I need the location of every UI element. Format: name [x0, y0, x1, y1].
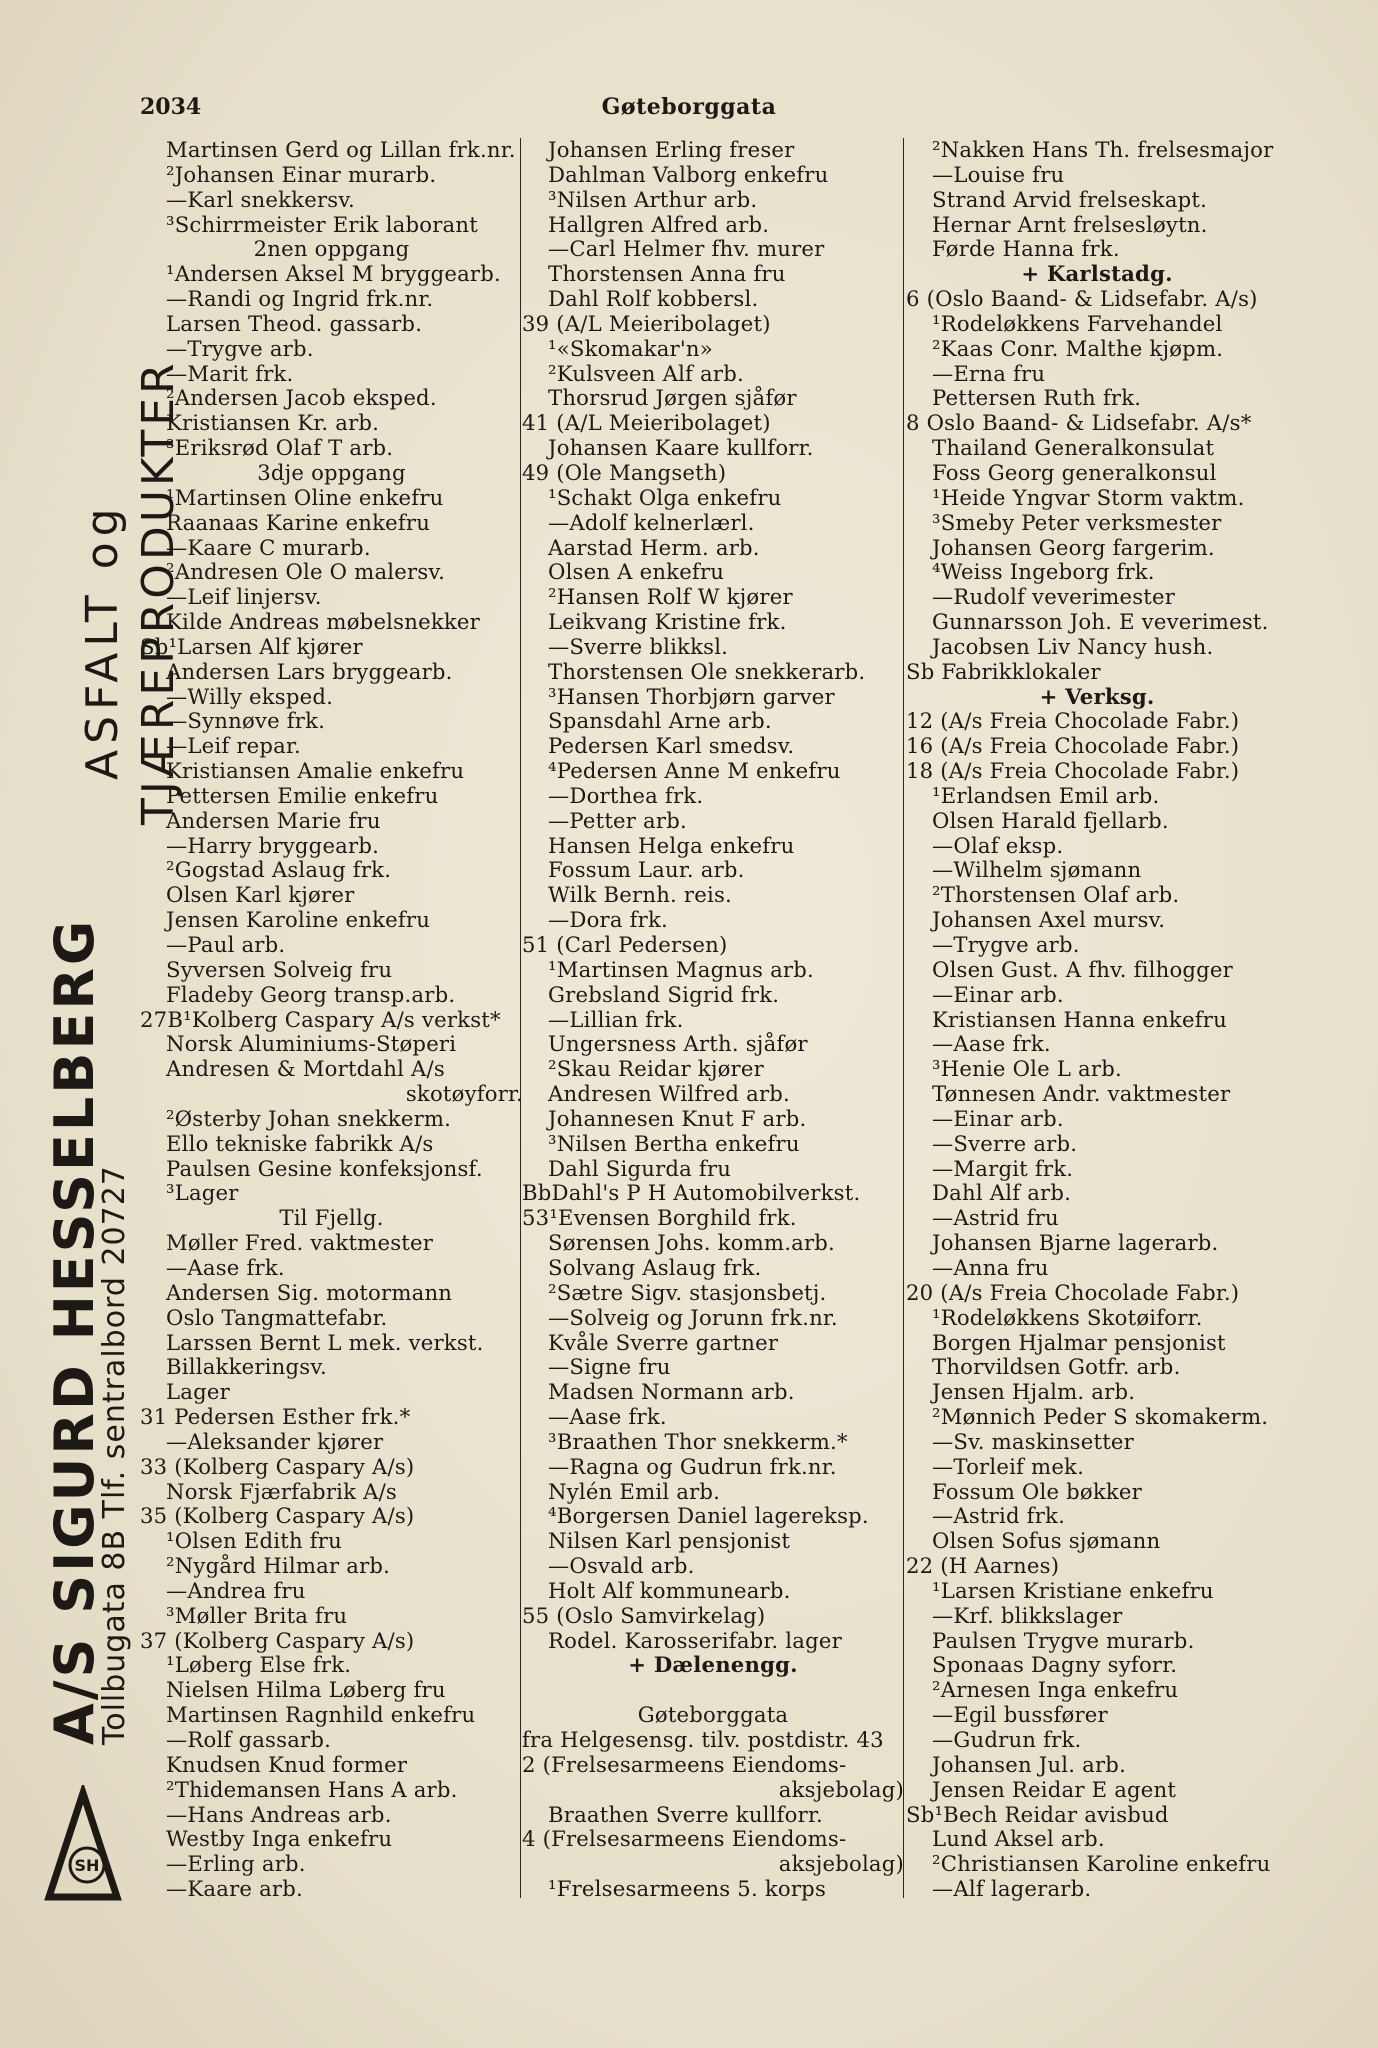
directory-entry: Holt Alf kommunearb. [548, 1577, 791, 1603]
directory-entry: ¹Heide Yngvar Storm vaktm. [932, 484, 1245, 510]
directory-entry: Andersen Lars bryggearb. [166, 658, 453, 684]
directory-entry: Til Fjellg. [279, 1205, 384, 1231]
directory-entry: + Dælenengg. [628, 1652, 798, 1678]
directory-entry: —Signe fru [548, 1354, 671, 1380]
directory-entry: Thorstensen Ole snekkerarb. [548, 658, 866, 684]
directory-entry: Pettersen Emilie enkefru [166, 782, 439, 808]
directory-entry: Nylén Emil arb. [548, 1478, 721, 1504]
directory-entry: Oslo Tangmattefabr. [166, 1304, 388, 1330]
directory-entry: Jensen Reidar E agent [932, 1776, 1177, 1802]
directory-entry: 3dje oppgang [257, 459, 406, 485]
directory-entry: —Kaare arb. [166, 1876, 303, 1902]
directory-entry: Strand Arvid frelseskapt. [932, 186, 1208, 212]
directory-entry: —Astrid frk. [932, 1503, 1066, 1529]
directory-entry: Larssen Bernt L mek. verkst. [166, 1329, 484, 1355]
directory-entry: —Lillian frk. [548, 1006, 684, 1032]
directory-column-1 [140, 138, 523, 1908]
directory-entry: Grebsland Sigrid frk. [548, 981, 780, 1007]
directory-entry: ²Thorstensen Olaf arb. [932, 882, 1180, 908]
directory-entry: —Dorthea frk. [548, 782, 704, 808]
directory-entry: —Sverre arb. [932, 1130, 1078, 1156]
directory-column-3 [906, 138, 1288, 1908]
directory-entry: Lager [166, 1379, 230, 1405]
directory-entry: Dahlman Valborg enkefru [548, 161, 829, 187]
directory-entry: 16 (A/s Freia Chocolade Fabr.) [906, 733, 1240, 759]
directory-entry: Dahl Rolf kobbersl. [548, 286, 759, 312]
directory-entry: Martinsen Gerd og Lillan frk.nr. [166, 137, 516, 162]
directory-entry: —Krf. blikkslager [932, 1602, 1123, 1628]
directory-entry: Sponaas Dagny syforr. [932, 1652, 1178, 1678]
directory-entry: —Trygve arb. [166, 335, 314, 361]
directory-entry: 35 (Kolberg Caspary A/s) [140, 1503, 415, 1529]
directory-entry: ²Nygård Hilmar arb. [166, 1553, 391, 1579]
directory-entry: ⁴Pedersen Anne M enkefru [548, 758, 841, 784]
directory-entry: ²Østerby Johan snekkerm. [166, 1105, 452, 1131]
directory-entry: Lund Aksel arb. [932, 1826, 1105, 1852]
directory-entry: —Trygve arb. [932, 932, 1080, 957]
directory-entry: —Aase frk. [548, 1404, 667, 1430]
directory-entry: Kvåle Sverre gartner [548, 1329, 779, 1355]
directory-entry: Johansen Kaare kullforr. [548, 435, 814, 461]
ad-line-tjaere: TJÆREPRODUKTER [133, 359, 184, 825]
street-heading: Gøteborggata [601, 94, 777, 120]
ad-line-asfalt: ASFALT og [77, 502, 128, 780]
directory-entry: ²Sætre Sigv. stasjonsbetj. [548, 1279, 827, 1305]
directory-entry: —Harry bryggearb. [166, 832, 380, 858]
directory-entry: Ello tekniske fabrikk A/s [166, 1130, 434, 1156]
directory-entry: —Wilhelm sjømann [932, 857, 1142, 883]
directory-entry: Møller Fred. vaktmester [166, 1230, 434, 1256]
directory-entry: Nielsen Hilma Løberg fru [166, 1677, 446, 1703]
directory-entry: ¹Martinsen Magnus arb. [548, 956, 814, 982]
directory-entry: ¹Olsen Edith fru [166, 1528, 342, 1554]
triangle-logo-icon [43, 1785, 123, 1905]
directory-entry: Thailand Generalkonsulat [932, 435, 1215, 461]
directory-entry: ³Nilsen Bertha enkefru [548, 1130, 800, 1156]
directory-entry: Fossum Ole bøkker [932, 1478, 1142, 1504]
directory-entry: ¹«Skomakar'n» [548, 335, 713, 361]
directory-entry: —Leif repar. [166, 733, 301, 759]
directory-entry: Pedersen Karl smedsv. [548, 733, 795, 759]
directory-entry: —Astrid fru [932, 1205, 1059, 1231]
directory-entry: —Ragna og Gudrun frk.nr. [548, 1453, 837, 1479]
directory-entry: —Sv. maskinsetter [932, 1428, 1134, 1454]
directory-entry: Kilde Andreas møbelsnekker [166, 609, 480, 635]
directory-entry: Norsk Fjærfabrik A/s [166, 1478, 398, 1504]
directory-entry: Rodel. Karosserifabr. lager [548, 1627, 842, 1653]
directory-entry: Johansen Jul. arb. [932, 1751, 1127, 1777]
directory-entry: Olsen Gust. A fhv. filhogger [932, 956, 1234, 982]
ad-address: Tollbugata 8B Tlf. sentralbord 20727 [97, 1165, 132, 1745]
directory-entry: 51 (Carl Pedersen) [522, 932, 728, 957]
ad-company-name: A/S SIGURD HESSELBERG [43, 917, 106, 1745]
directory-entry: Aarstad Herm. arb. [548, 534, 760, 560]
directory-entry: ²Kulsveen Alf arb. [548, 360, 744, 386]
directory-entry: Martinsen Ragnhild enkefru [166, 1702, 476, 1728]
directory-entry: —Anna fru [932, 1254, 1049, 1280]
directory-entry: —Sverre blikksl. [548, 633, 729, 659]
directory-entry: —Willy eksped. [166, 683, 334, 709]
directory-entry: ⁴Borgersen Daniel lagereksp. [548, 1503, 869, 1529]
directory-entry: ²Hansen Rolf W kjører [548, 584, 793, 610]
directory-entry: Nilsen Karl pensjonist [548, 1528, 791, 1554]
directory-entry: 22 (H Aarnes) [906, 1553, 1060, 1579]
directory-entry: ¹Andersen Aksel M bryggearb. [166, 261, 501, 287]
directory-entry: ³Hansen Thorbjørn garver [548, 683, 835, 709]
directory-entry: —Rolf gassarb. [166, 1727, 332, 1752]
directory-entry: 8 Oslo Baand- & Lidsefabr. A/s* [906, 410, 1252, 436]
directory-entry: fra Helgesensg. tilv. postdistr. 43 [522, 1727, 884, 1752]
directory-entry: 37 (Kolberg Caspary A/s) [140, 1627, 415, 1653]
directory-entry: skotøyforr. [405, 1081, 523, 1107]
directory-entry: 6 (Oslo Baand- & Lidsefabr. A/s) [906, 286, 1258, 312]
directory-entry: 33 (Kolberg Caspary A/s) [140, 1453, 415, 1479]
directory-entry: Johansen Bjarne lagerarb. [932, 1230, 1219, 1256]
directory-entry: ³Schirrmeister Erik laborant [166, 211, 478, 237]
directory-entry: Paulsen Gesine konfeksjonsf. [166, 1155, 483, 1181]
directory-entry: ¹Løberg Else frk. [166, 1652, 352, 1678]
directory-entry: —Paul arb. [166, 932, 286, 957]
directory-entry: —Torleif mek. [932, 1453, 1085, 1479]
directory-entry: ²Nakken Hans Th. frelsesmajor [932, 137, 1274, 162]
directory-entry: —Andrea fru [166, 1577, 306, 1603]
directory-entry: —Randi og Ingrid frk.nr. [166, 286, 434, 312]
side-advertisement [35, 125, 184, 1915]
directory-entry: Olsen Sofus sjømann [932, 1528, 1161, 1554]
directory-entry: ¹Martinsen Oline enkefru [166, 484, 444, 510]
directory-entry: Fossum Laur. arb. [548, 857, 745, 883]
directory-entry: —Kaare C murarb. [166, 534, 371, 560]
directory-entry: —Marit frk. [166, 360, 294, 386]
directory-entry: Kristiansen Kr. arb. [166, 410, 380, 436]
directory-entry: —Einar arb. [932, 1105, 1064, 1131]
directory-entry: ³Lager [166, 1180, 239, 1206]
directory-entry: Westby Inga enkefru [166, 1826, 393, 1852]
directory-entry: Andresen & Mortdahl A/s [166, 1056, 445, 1082]
directory-entry: ³Møller Brita fru [166, 1602, 348, 1628]
directory-entry: + Verksg. [1039, 683, 1155, 709]
directory-entry: ¹Erlandsen Emil arb. [932, 782, 1160, 808]
directory-entry: —Einar arb. [932, 981, 1064, 1007]
directory-entry: —Aase frk. [932, 1031, 1051, 1057]
directory-entry: Braathen Sverre kullforr. [548, 1801, 823, 1827]
directory-entry: Jensen Hjalm. arb. [932, 1379, 1136, 1405]
directory-entry: —Karl snekkersv. [166, 186, 355, 212]
directory-entry: Sb¹Larsen Alf kjører [140, 633, 363, 659]
directory-entry: —Rudolf veverimester [932, 584, 1176, 610]
directory-entry: Wilk Bernh. reis. [548, 882, 732, 908]
directory-entry: Solvang Aslaug frk. [548, 1254, 762, 1280]
directory-entry: ²Kaas Conr. Malthe kjøpm. [932, 335, 1224, 361]
directory-entry: —Adolf kelnerlærl. [548, 509, 755, 535]
directory-entry: Hansen Helga enkefru [548, 832, 795, 858]
directory-entry: ¹Schakt Olga enkefru [548, 484, 782, 510]
directory-entry: —Synnøve frk. [166, 708, 326, 734]
directory-entry: Sørensen Johs. komm.arb. [548, 1230, 835, 1256]
directory-entry: aksjebolag) [778, 1851, 904, 1877]
directory-entry: ¹Larsen Kristiane enkefru [932, 1577, 1214, 1603]
directory-entry: Pettersen Ruth frk. [932, 385, 1142, 411]
directory-entry: Sb¹Bech Reidar avisbud [906, 1801, 1169, 1827]
directory-entry: —Louise fru [932, 161, 1065, 187]
directory-entry: Andersen Marie fru [166, 807, 381, 833]
directory-entry: Johansen Erling freser [548, 137, 795, 162]
directory-entry: ⁴Weiss Ingeborg frk. [932, 559, 1155, 585]
directory-entry: 53¹Evensen Borghild frk. [522, 1205, 797, 1231]
directory-entry: ³Braathen Thor snekkerm.* [548, 1428, 848, 1454]
directory-entry: Hallgren Alfred arb. [548, 211, 770, 237]
directory-entry: ²Mønnich Peder S skomakerm. [932, 1404, 1269, 1430]
svg-text:SH: SH [74, 1856, 100, 1875]
directory-entry [522, 1678, 904, 1703]
directory-entry: ³Henie Ole L arb. [932, 1056, 1122, 1082]
directory-entry: Syversen Solveig fru [166, 956, 393, 982]
directory-entry: ²Arnesen Inga enkefru [932, 1677, 1179, 1703]
directory-entry: Hernar Arnt frelsesløytn. [932, 211, 1208, 237]
directory-entry: Thorstensen Anna fru [548, 261, 786, 287]
directory-entry: Førde Hanna frk. [932, 236, 1120, 262]
directory-entry: —Hans Andreas arb. [166, 1801, 392, 1827]
directory-entry: ²Gogstad Aslaug frk. [166, 857, 392, 883]
directory-entry: —Olaf eksp. [932, 832, 1064, 858]
directory-entry: 12 (A/s Freia Chocolade Fabr.) [906, 708, 1240, 734]
directory-entry: Larsen Theod. gassarb. [166, 310, 423, 336]
directory-entry: Billakkeringsv. [166, 1354, 327, 1380]
directory-entry: Spansdahl Arne arb. [548, 708, 772, 734]
directory-entry: ¹Rodeløkkens Skotøiforr. [932, 1304, 1203, 1330]
directory-entry: Dahl Alf arb. [932, 1180, 1072, 1206]
directory-entry: —Dora frk. [548, 907, 668, 933]
directory-entry: ³Smeby Peter verksmester [932, 509, 1222, 535]
directory-entry: Olsen Harald fjellarb. [932, 807, 1169, 833]
directory-entry: 2 (Frelsesarmeens Eiendoms- [522, 1751, 847, 1777]
directory-entry: Norsk Aluminiums-Støperi [166, 1031, 457, 1057]
directory-entry: 41 (A/L Meieribolaget) [522, 410, 771, 436]
directory-entry: Gøteborggata [637, 1702, 789, 1728]
directory-entry: aksjebolag) [778, 1776, 904, 1802]
directory-entry: Dahl Sigurda fru [548, 1155, 732, 1181]
directory-entry: 27B¹Kolberg Caspary A/s verkst* [140, 1006, 501, 1032]
directory-entry: Knudsen Knud former [166, 1751, 408, 1777]
directory-entry: 4 (Frelsesarmeens Eiendoms- [522, 1826, 847, 1852]
directory-entry: Andresen Wilfred arb. [548, 1081, 790, 1107]
directory-entry: Madsen Normann arb. [548, 1379, 795, 1405]
directory-entry: 55 (Oslo Samvirkelag) [522, 1602, 766, 1628]
directory-entry: —Leif linjersv. [166, 584, 322, 610]
directory-entry: Foss Georg generalkonsul [932, 459, 1217, 485]
directory-entry: ³Eriksrød Olaf T arb. [166, 435, 394, 461]
directory-entry: Leikvang Kristine frk. [548, 609, 787, 635]
directory-entry: ²Andresen Ole O malersv. [166, 559, 446, 585]
directory-entry: Raanaas Karine enkefru [166, 509, 431, 535]
directory-entry: ¹Rodeløkkens Farvehandel [932, 310, 1223, 336]
directory-entry: —Erling arb. [166, 1851, 306, 1877]
directory-entry: —Egil bussfører [932, 1702, 1108, 1728]
directory-entry: 20 (A/s Freia Chocolade Fabr.) [906, 1279, 1240, 1305]
directory-entry: ²Christiansen Karoline enkefru [932, 1851, 1271, 1877]
page-number: 2034 [140, 94, 202, 120]
directory-entry: Sb Fabrikklokaler [906, 658, 1101, 684]
directory-entry: —Aase frk. [166, 1254, 285, 1280]
directory-entry: —Petter arb. [548, 807, 687, 833]
directory-entry: 39 (A/L Meieribolaget) [522, 310, 771, 336]
directory-entry: Paulsen Trygve murarb. [932, 1627, 1195, 1653]
directory-entry: ²Skau Reidar kjører [548, 1056, 764, 1082]
directory-entry: —Margit frk. [932, 1155, 1074, 1181]
directory-entry: ²Thidemansen Hans A arb. [166, 1776, 458, 1802]
directory-column-2 [522, 138, 904, 1908]
directory-entry: BbDahl's P H Automobilverkst. [522, 1180, 861, 1206]
directory-entry: Thorvildsen Gotfr. arb. [932, 1354, 1181, 1380]
directory-entry: —Alf lagerarb. [932, 1876, 1092, 1902]
directory-entry: Olsen Karl kjører [166, 882, 355, 908]
directory-entry: + Karlstadg. [1021, 261, 1173, 287]
directory-entry: ³Nilsen Arthur arb. [548, 186, 758, 212]
directory-entry: Kristiansen Hanna enkefru [932, 1006, 1227, 1032]
directory-entry: Tønnesen Andr. vaktmester [932, 1081, 1231, 1107]
directory-entry: Jacobsen Liv Nancy hush. [932, 633, 1214, 659]
directory-entry: Andersen Sig. motormann [166, 1279, 453, 1305]
directory-entry: Kristiansen Amalie enkefru [166, 758, 465, 784]
directory-entry: ¹Frelsesarmeens 5. korps [548, 1876, 827, 1902]
directory-entry: Olsen A enkefru [548, 559, 725, 585]
directory-entry: 49 (Ole Mangseth) [522, 459, 727, 485]
directory-entry: —Gudrun frk. [932, 1727, 1082, 1752]
directory-entry: ²Andersen Jacob eksped. [166, 385, 437, 411]
directory-entry: Johansen Axel mursv. [932, 907, 1166, 933]
directory-entry: Johansen Georg fargerim. [932, 534, 1215, 560]
directory-entry: Thorsrud Jørgen sjåfør [548, 385, 797, 411]
directory-entry: Johannesen Knut F arb. [548, 1105, 807, 1131]
directory-entry: —Carl Helmer fhv. murer [548, 236, 825, 262]
directory-entry: 2nen oppgang [253, 236, 410, 262]
directory-entry: Borgen Hjalmar pensjonist [932, 1329, 1226, 1355]
directory-entry: Fladeby Georg transp.arb. [166, 981, 456, 1007]
directory-entry: Ungersness Arth. sjåfør [548, 1031, 808, 1057]
directory-entry: ²Johansen Einar murarb. [166, 161, 437, 187]
directory-entry: —Erna fru [932, 360, 1046, 386]
directory-entry: Jensen Karoline enkefru [166, 907, 431, 933]
directory-entry: Gunnarsson Joh. E veverimest. [932, 609, 1269, 635]
directory-entry: 31 Pedersen Esther frk.* [140, 1404, 411, 1430]
directory-entry: —Solveig og Jorunn frk.nr. [548, 1304, 838, 1330]
directory-entry: —Aleksander kjører [166, 1428, 384, 1454]
directory-entry: —Osvald arb. [548, 1553, 695, 1579]
directory-entry: 18 (A/s Freia Chocolade Fabr.) [906, 758, 1240, 784]
